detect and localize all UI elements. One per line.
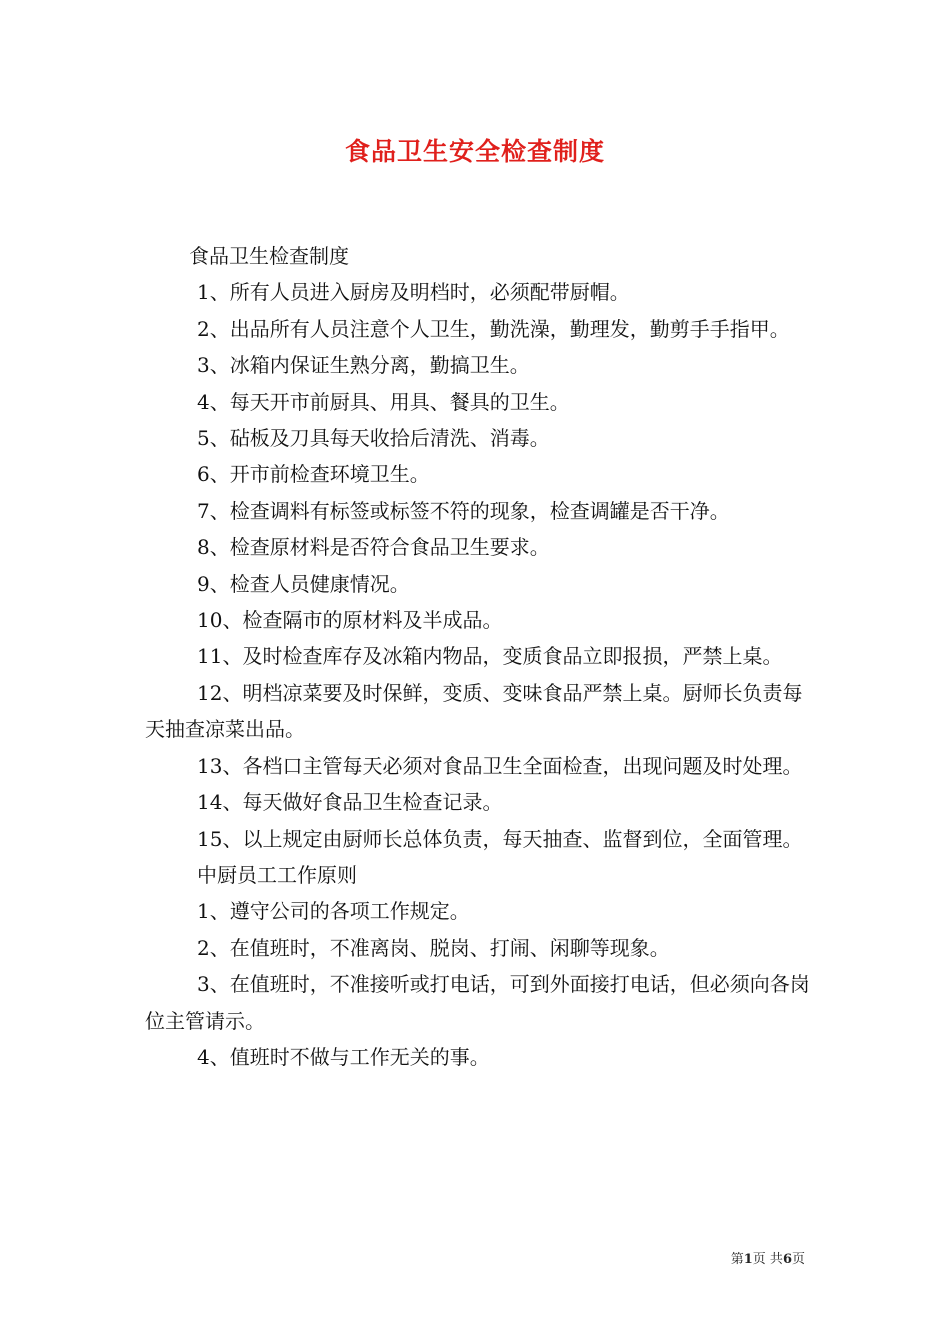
list-item: 4、值班时不做与工作无关的事。 <box>197 1044 490 1069</box>
list-item: 12、明档凉菜要及时保鲜，变质、变味食品严禁上桌。厨师长负责每天抽查凉菜出品。 <box>145 680 803 742</box>
list-item: 15、以上规定由厨师长总体负责，每天抽查、监督到位，全面管理。 <box>197 826 803 851</box>
footer-middle: 页 共 <box>752 1252 783 1267</box>
list-item: 2、出品所有人员注意个人卫生，勤洗澡，勤理发，勤剪手手指甲。 <box>197 316 790 341</box>
list-item: 7、检查调料有标签或标签不符的现象，检查调罐是否干净。 <box>197 498 730 523</box>
list-item: 9、检查人员健康情况。 <box>197 571 410 596</box>
list-item: 10、检查隔市的原材料及半成品。 <box>197 608 503 633</box>
list-item: 3、在值班时，不准接听或打电话，可到外面接打电话，但必须向各岗位主管请示。 <box>145 972 810 1033</box>
list-item: 8、检查原材料是否符合食品卫生要求。 <box>197 535 550 560</box>
list-item: 11、及时检查库存及冰箱内物品，变质食品立即报损，严禁上桌。 <box>197 644 783 669</box>
total-pages-number: 6 <box>782 1252 792 1267</box>
document-title: 食品卫生安全检查制度 <box>344 137 605 166</box>
current-page-number: 1 <box>743 1252 753 1267</box>
list-item: 5、砧板及刀具每天收拾后清洗、消毒。 <box>197 426 550 451</box>
list-item: 6、开市前检查环境卫生。 <box>197 462 430 487</box>
footer-suffix: 页 <box>791 1252 805 1267</box>
list-item: 13、各档口主管每天必须对食品卫生全面检查，出现问题及时处理。 <box>197 753 803 778</box>
list-item: 14、每天做好食品卫生检查记录。 <box>197 790 503 815</box>
list-item: 4、每天开市前厨具、用具、餐具的卫生。 <box>197 389 570 414</box>
list-item: 2、在值班时，不准离岗、脱岗、打闹、闲聊等现象。 <box>197 935 670 960</box>
page-footer <box>731 1248 805 1267</box>
document-body <box>145 238 810 1075</box>
section-heading: 食品卫生检查制度 <box>189 244 349 268</box>
list-item: 1、所有人员进入厨房及明档时，必须配带厨帽。 <box>197 280 630 305</box>
footer-prefix: 第 <box>730 1252 744 1267</box>
section-heading: 中厨员工工作原则 <box>197 862 357 887</box>
list-item: 3、冰箱内保证生熟分离，勤搞卫生。 <box>197 353 530 378</box>
list-item: 1、遵守公司的各项工作规定。 <box>197 899 470 924</box>
